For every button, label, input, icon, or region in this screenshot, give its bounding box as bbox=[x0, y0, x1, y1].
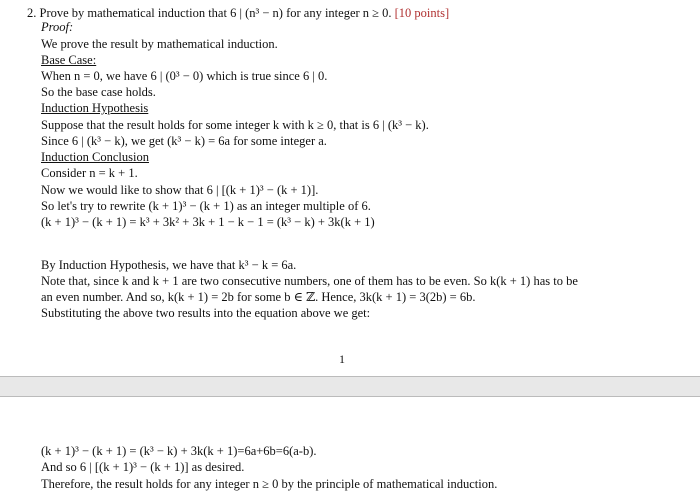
base-case-heading: Base Case: bbox=[41, 53, 97, 67]
question-text: Prove by mathematical induction that 6 | (n³ − n) for any integer n ≥ 0. bbox=[39, 6, 392, 20]
hypothesis-line-1: Suppose that the result holds for some integer k with k ≥ 0, that is 6 | (k³ − k). bbox=[41, 118, 429, 132]
conclusion-line-1: Consider n = k + 1. bbox=[41, 166, 138, 180]
proof-intro: We prove the result by mathematical induction. bbox=[41, 37, 278, 51]
document-page-2 bbox=[0, 396, 700, 501]
page-number: 1 bbox=[339, 352, 345, 366]
base-case-line-2: So the base case holds. bbox=[41, 85, 156, 99]
conclusion-line-3: So let's try to rewrite (k + 1)³ − (k + 1) as an integer multiple of 6. bbox=[41, 199, 371, 213]
paragraph-line-4: Substituting the above two results into the equation above we get: bbox=[41, 306, 371, 320]
question-number: 2. bbox=[27, 6, 37, 20]
conclusion-line-4: (k + 1)³ − (k + 1) = k³ + 3k² + 3k + 1 − k − 1 = (k³ − k) + 3k(k + 1) bbox=[41, 215, 375, 229]
conclusion-line-2: Now we would like to show that 6 | [(k + 1)³ − (k + 1)]. bbox=[41, 183, 319, 197]
base-case-line-1: When n = 0, we have 6 | (0³ − 0) which is true since 6 | 0. bbox=[41, 69, 328, 83]
paragraph-line-1: By Induction Hypothesis, we have that k³ − k = 6a. bbox=[41, 258, 297, 272]
question-line bbox=[27, 6, 449, 21]
conclusion-heading: Induction Conclusion bbox=[41, 150, 149, 164]
paragraph-line-2: Note that, since k and k + 1 are two consecutive numbers, one of them has to be even. So k(k + 1) has to be bbox=[41, 274, 578, 288]
paragraph-line-3: an even number. And so, k(k + 1) = 2b for some b ∈ ℤ. Hence, 3k(k + 1) = 3(2b) = 6b. bbox=[41, 290, 476, 304]
proof-label: Proof: bbox=[41, 20, 74, 34]
page2-line-3: Therefore, the result holds for any integer n ≥ 0 by the principle of mathematical induction. bbox=[41, 477, 498, 491]
page2-line-1: (k + 1)³ − (k + 1) = (k³ − k) + 3k(k + 1)=6a+6b=6(a-b). bbox=[41, 444, 317, 458]
question-points: [10 points] bbox=[394, 6, 450, 20]
page2-line-2: And so 6 | [(k + 1)³ − (k + 1)] as desired. bbox=[41, 460, 245, 474]
hypothesis-heading: Induction Hypothesis bbox=[41, 101, 149, 115]
hypothesis-line-2: Since 6 | (k³ − k), we get (k³ − k) = 6a for some integer a. bbox=[41, 134, 327, 148]
